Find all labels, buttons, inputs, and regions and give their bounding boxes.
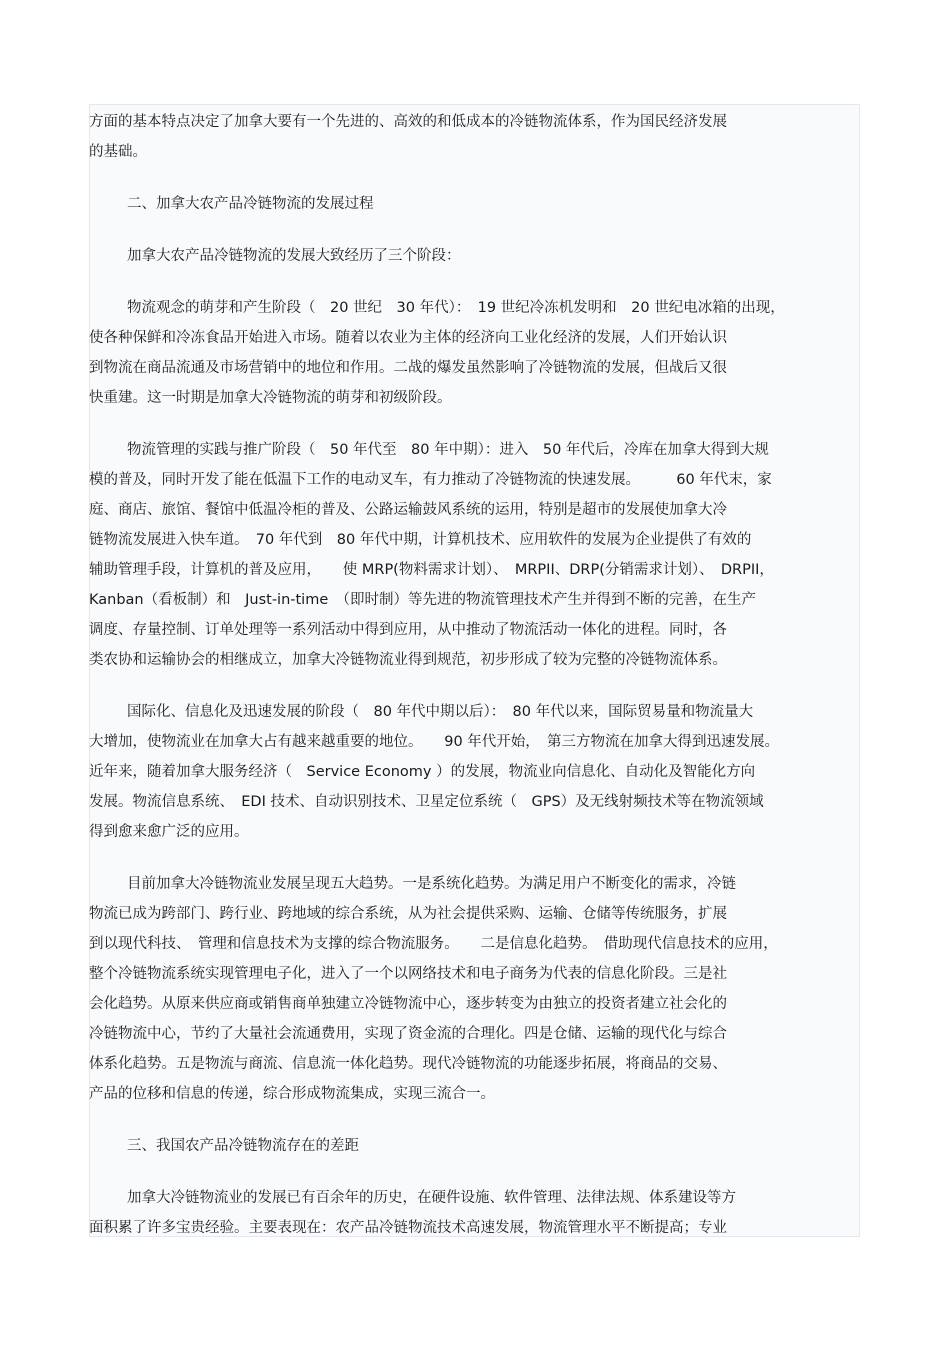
text-line: 整个冷链物流系统实现管理电子化，进入了一个以网络技术和电子商务为代表的信息化阶段。三是社: [89, 966, 727, 982]
text-line: 辅助管理手段，计算机的普及应用， 使 MRP(物料需求计划）、 MRPII、DRP(分销需求计划）、 DRPII，: [89, 562, 774, 578]
text-line: 加拿大农产品冷链物流的发展大致经历了三个阶段：: [127, 248, 461, 264]
text-line: 类农协和运输协会的相继成立，加拿大冷链物流业得到规范，初步形成了较为完整的冷链物流体系。: [89, 652, 727, 668]
text-line: Kanban（看板制）和 Just-in-time （即时制）等先进的物流管理技术产生并得到不断的完善，在生产: [89, 592, 757, 608]
paragraph: [89, 241, 859, 271]
text-line: 调度、存量控制、订单处理等一系列活动中得到应用，从中推动了物流活动一体化的进程。同时，各: [89, 622, 727, 638]
text-line: 物流已成为跨部门、跨行业、跨地域的综合系统，从为社会提供采购、运输、仓储等传统服务，扩展: [89, 906, 727, 922]
paragraph: [89, 697, 859, 847]
text-line: 体系化趋势。五是物流与商流、信息流一体化趋势。现代冷链物流的功能逐步拓展，将商品的交易、: [89, 1056, 727, 1072]
section-heading: 三、我国农产品冷链物流存在的差距: [127, 1138, 359, 1154]
text-line: 目前加拿大冷链物流业发展呈现五大趋势。一是系统化趋势。为满足用户不断变化的需求，冷链: [127, 876, 736, 892]
text-line: 到以现代科技、 管理和信息技术为支撑的综合物流服务。 二是信息化趋势。 借助现代信息技术的应用，: [89, 936, 778, 952]
text-line: 会化趋势。从原来供应商或销售商单独建立冷链物流中心，逐步转变为由独立的投资者建立社会化的: [89, 996, 727, 1012]
text-line: 模的普及，同时开发了能在低温下工作的电动叉车，有力推动了冷链物流的快速发展。 60 年代末，家: [89, 472, 772, 488]
text-line: 物流观念的萌芽和产生阶段（ 20 世纪 30 年代）： 19 世纪冷冻机发明和 20 世纪电冰箱的出现，: [127, 300, 785, 316]
text-line: 使各种保鲜和冷冻食品开始进入市场。随着以农业为主体的经济向工业化经济的发展，人们开始认识: [89, 330, 727, 346]
text-line: 近年来，随着加拿大服务经济（ Service Economy ）的发展，物流业向信息化、自动化及智能化方向: [89, 764, 756, 780]
paragraph: [89, 107, 859, 167]
text-line: 到物流在商品流通及市场营销中的地位和作用。二战的爆发虽然影响了冷链物流的发展，但战后又很: [89, 360, 727, 376]
text-line: 大增加，使物流业在加拿大占有越来越重要的地位。 90 年代开始， 第三方物流在加拿大得到迅速发展。: [89, 734, 780, 750]
text-line: 国际化、信息化及迅速发展的阶段（ 80 年代中期以后）： 80 年代以来，国际贸易量和物流量大: [127, 704, 754, 720]
text-line: 得到愈来愈广泛的应用。: [89, 824, 249, 840]
document-body: [89, 107, 859, 1265]
text-line: 面积累了许多宝贵经验。主要表现在：农产品冷链物流技术高速发展，物流管理水平不断提高；专业: [89, 1220, 727, 1236]
paragraph: [89, 1183, 859, 1243]
text-line: 产品的位移和信息的传递，综合形成物流集成，实现三流合一。: [89, 1086, 495, 1102]
text-line: 快重建。这一时期是加拿大冷链物流的萌芽和初级阶段。: [89, 390, 452, 406]
text-line: 物流管理的实践与推广阶段（ 50 年代至 80 年中期）：进入 50 年代后，冷库在加拿大得到大规: [127, 442, 769, 458]
section-heading: 二、加拿大农产品冷链物流的发展过程: [127, 196, 374, 212]
text-line: 链物流发展进入快车道。 70 年代到 80 年代中期，计算机技术、应用软件的发展为企业提供了有效的: [89, 532, 752, 548]
text-line: 发展。物流信息系统、 EDI 技术、自动识别技术、卫星定位系统（ GPS）及无线射频技术等在物流领域: [89, 794, 764, 810]
text-line: 庭、商店、旅馆、餐馆中低温冷柜的普及、公路运输鼓风系统的运用，特别是超市的发展使加拿大冷: [89, 502, 727, 518]
paragraph: [89, 293, 859, 413]
text-line: 的基础。: [89, 144, 147, 160]
text-line: 加拿大冷链物流业的发展已有百余年的历史，在硬件设施、软件管理、法律法规、体系建设等方: [127, 1190, 736, 1206]
text-line: 方面的基本特点决定了加拿大要有一个先进的、高效的和低成本的冷链物流体系，作为国民经济发展: [89, 114, 727, 130]
text-line: 冷链物流中心，节约了大量社会流通费用，实现了资金流的合理化。四是仓储、运输的现代化与综合: [89, 1026, 727, 1042]
paragraph: [89, 435, 859, 675]
paragraph: [89, 869, 859, 1109]
